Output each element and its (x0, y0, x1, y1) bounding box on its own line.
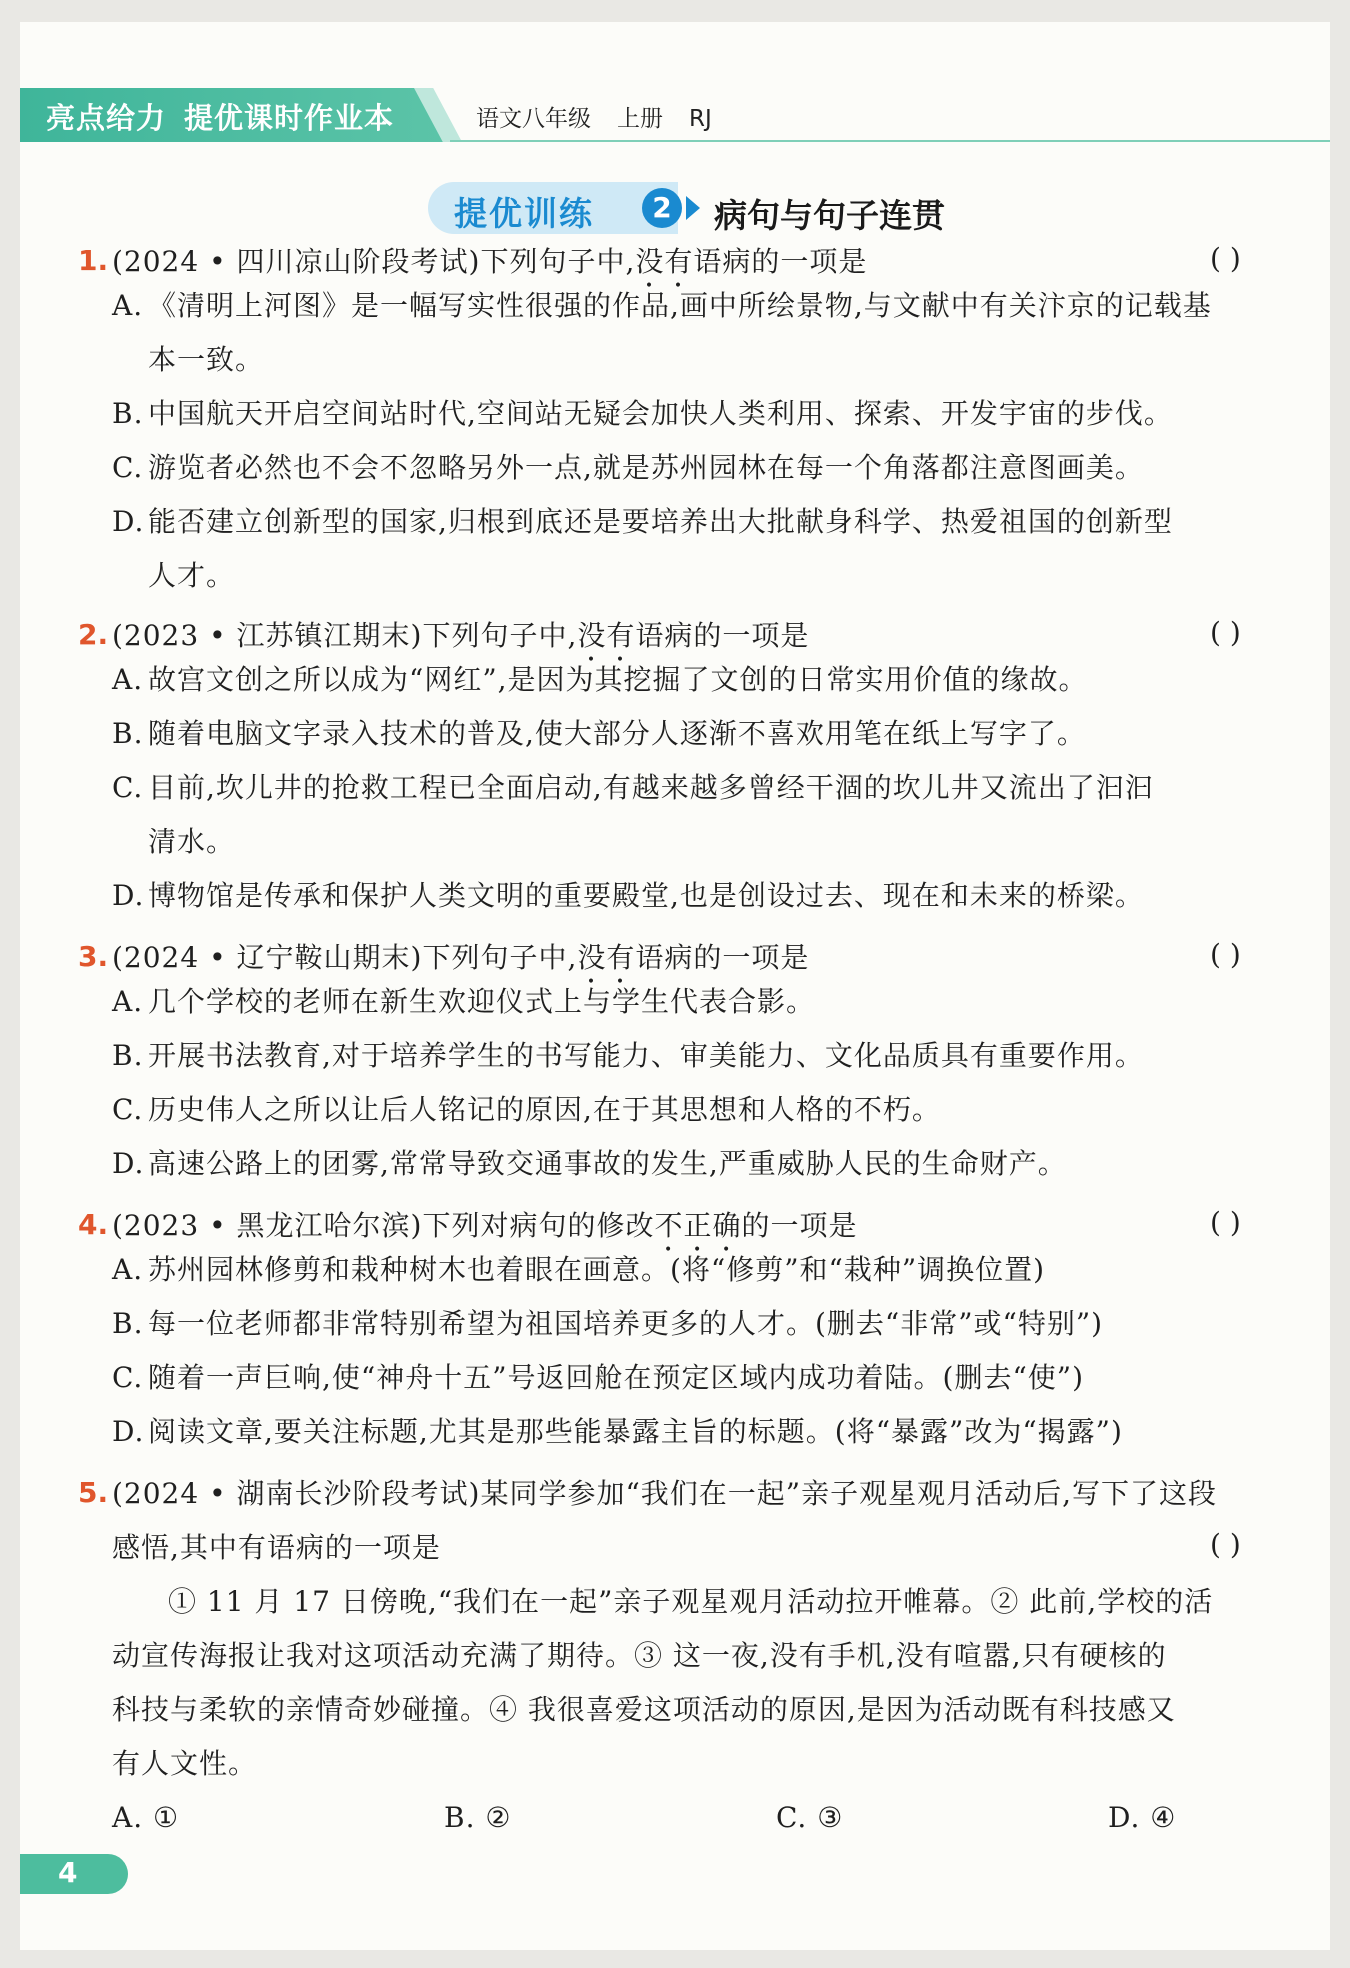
stem-text: 语病的一项是 (635, 941, 810, 974)
option-a-cont: 本一致。 (148, 343, 265, 376)
option-a (112, 1250, 1045, 1290)
option-c (112, 1358, 1084, 1398)
option-text: 苏州园林修剪和栽种树木也着眼在画意。(将“修剪”和“栽种”调换位置) (148, 1253, 1046, 1286)
option-text: 中国航天开启空间站时代,空间站无疑会加快人类利用、探索、开发宇宙的步伐。 (148, 397, 1173, 430)
option-a (112, 660, 1088, 700)
choice-b: B. ② (444, 1801, 512, 1834)
option-text: 每一位老师都非常特别希望为祖国培养更多的人才。(删去“非常”或“特别”) (148, 1307, 1104, 1340)
question-source: (2024 • 四川凉山阶段考试) (112, 245, 481, 278)
header-rule (450, 140, 1330, 142)
passage-line: ① 11 月 17 日傍晚,“我们在一起”亲子观星观月活动拉开帷幕。② 此前,学校的活 (168, 1585, 1214, 1618)
answer-blank[interactable]: ( ) (1210, 1206, 1241, 1239)
option-letter: C. (112, 451, 144, 484)
answer-blank[interactable]: ( ) (1210, 616, 1241, 649)
volume: 上册 (617, 106, 663, 132)
option-text: 游览者必然也不会不忽略另外一点,就是苏州园林在每一个角落都注意图画美。 (148, 451, 1144, 484)
stem-text: 下列对病句的修改 (422, 1209, 655, 1242)
option-text: 《清明上河图》是一幅写实性很强的作品,画中所绘景物,与文献中有关汴京的记载基 (148, 289, 1212, 322)
section-number: 2 (642, 188, 682, 228)
passage-line: 动宣传海报让我对这项活动充满了期待。③ 这一夜,没有手机,没有喧嚣,只有硬核的 (112, 1639, 1167, 1672)
question-number: 3. (78, 940, 109, 973)
answer-blank[interactable]: ( ) (1210, 938, 1241, 971)
arrow-icon (686, 196, 700, 220)
choice-a: A. ① (112, 1801, 180, 1834)
option-d-cont: 人才。 (148, 559, 236, 592)
option-d (112, 1144, 1067, 1184)
question-source: (2024 • 辽宁鞍山期末) (112, 941, 423, 974)
stem-text: 语病的一项是 (693, 245, 868, 278)
section-name: 病句与句子连贯 (714, 196, 945, 235)
option-text: 高速公路上的团雾,常常导致交通事故的发生,严重威胁人民的生命财产。 (148, 1147, 1067, 1180)
option-letter: D. (112, 879, 145, 912)
answer-blank[interactable]: ( ) (1210, 242, 1241, 275)
section-title (428, 182, 1028, 238)
question-source: (2023 • 江苏镇江期末) (112, 619, 423, 652)
question-number: 2. (78, 618, 109, 651)
page (20, 22, 1330, 1950)
option-b (112, 714, 1086, 754)
stem-text: 下列句子中, (480, 245, 636, 278)
brand-part1: 亮点给力 (46, 101, 167, 135)
stem-emphasis: 不正确 (654, 1209, 742, 1242)
option-letter: A. (112, 663, 144, 696)
passage-line: 科技与柔软的亲情奇妙碰撞。④ 我很喜爱这项活动的原因,是因为活动既有科技感又 (112, 1693, 1176, 1726)
option-text: 几个学校的老师在新生欢迎仪式上与学生代表合影。 (148, 985, 816, 1018)
option-a (112, 286, 1212, 326)
page-number-tab (20, 1854, 128, 1894)
option-d (112, 502, 1173, 542)
option-d (112, 1412, 1123, 1452)
subject: 语文八年级 (476, 106, 591, 132)
question-source: (2024 • 湖南长沙阶段考试) (112, 1477, 481, 1510)
option-d (112, 876, 1144, 916)
option-text: 博物馆是传承和保护人类文明的重要殿堂,也是创设过去、现在和未来的桥梁。 (148, 879, 1144, 912)
book-info (476, 100, 738, 133)
option-text: 能否建立创新型的国家,归根到底还是要培养出大批献身科学、热爱祖国的创新型 (148, 505, 1173, 538)
option-letter: B. (112, 1039, 144, 1072)
question-number: 1. (78, 244, 109, 277)
option-letter: B. (112, 1307, 144, 1340)
option-letter: B. (112, 397, 144, 430)
stem-emphasis: 没有 (635, 245, 694, 278)
option-letter: A. (112, 1253, 144, 1286)
question-stem (112, 1474, 1217, 1514)
stem-text: 的一项是 (741, 1209, 858, 1242)
passage-line: 有人文性。 (112, 1747, 258, 1780)
stem-text: 语病的一项是 (635, 619, 810, 652)
option-letter: C. (112, 771, 144, 804)
section-label: 提优训练 (454, 194, 594, 233)
header (20, 88, 1330, 146)
option-letter: C. (112, 1361, 144, 1394)
choice-c: C. ③ (776, 1801, 844, 1834)
option-text: 目前,坎儿井的抢救工程已全面启动,有越来越多曾经干涸的坎儿井又流出了汩汩 (148, 771, 1154, 804)
option-letter: D. (112, 1147, 145, 1180)
option-c (112, 768, 1154, 808)
option-text: 随着电脑文字录入技术的普及,使大部分人逐渐不喜欢用笔在纸上写字了。 (148, 717, 1086, 750)
option-c (112, 448, 1144, 488)
option-text: 随着一声巨响,使“神舟十五”号返回舱在预定区域内成功着陆。(删去“使”) (148, 1361, 1085, 1394)
option-text: 开展书法教育,对于培养学生的书写能力、审美能力、文化品质具有重要作用。 (148, 1039, 1144, 1072)
stem-text: 下列句子中, (422, 619, 578, 652)
edition: RJ (689, 106, 712, 132)
option-b (112, 394, 1173, 434)
answer-blank[interactable]: ( ) (1210, 1528, 1241, 1561)
brand-part2: 提优课时作业本 (184, 101, 395, 135)
option-text: 阅读文章,要关注标题,尤其是那些能暴露主旨的标题。(将“暴露”改为“揭露”) (148, 1415, 1123, 1448)
question-source: (2023 • 黑龙江哈尔滨) (112, 1209, 423, 1242)
option-letter: C. (112, 1093, 144, 1126)
option-letter: A. (112, 289, 144, 322)
option-letter: B. (112, 717, 144, 750)
option-b (112, 1036, 1144, 1076)
brand-title (46, 96, 394, 137)
question-number: 5. (78, 1476, 109, 1509)
stem-emphasis: 没有 (577, 619, 636, 652)
option-letter: D. (112, 1415, 145, 1448)
option-b (112, 1304, 1103, 1344)
option-letter: D. (112, 505, 145, 538)
option-letter: A. (112, 985, 144, 1018)
option-text: 历史伟人之所以让后人铭记的原因,在于其思想和人格的不朽。 (148, 1093, 941, 1126)
question-stem-cont: 感悟,其中有语病的一项是 (112, 1531, 441, 1564)
stem-text: 某同学参加“我们在一起”亲子观星观月活动后,写下了这段 (480, 1477, 1217, 1510)
option-c (112, 1090, 941, 1130)
option-text: 故宫文创之所以成为“网红”,是因为其挖掘了文创的日常实用价值的缘故。 (148, 663, 1088, 696)
question-number: 4. (78, 1208, 109, 1241)
stem-emphasis: 没有 (577, 941, 636, 974)
stem-text: 下列句子中, (422, 941, 578, 974)
page-number: 4 (58, 1856, 78, 1889)
option-c-cont: 清水。 (148, 825, 236, 858)
choice-d: D. ④ (1108, 1801, 1177, 1834)
option-a (112, 982, 815, 1022)
